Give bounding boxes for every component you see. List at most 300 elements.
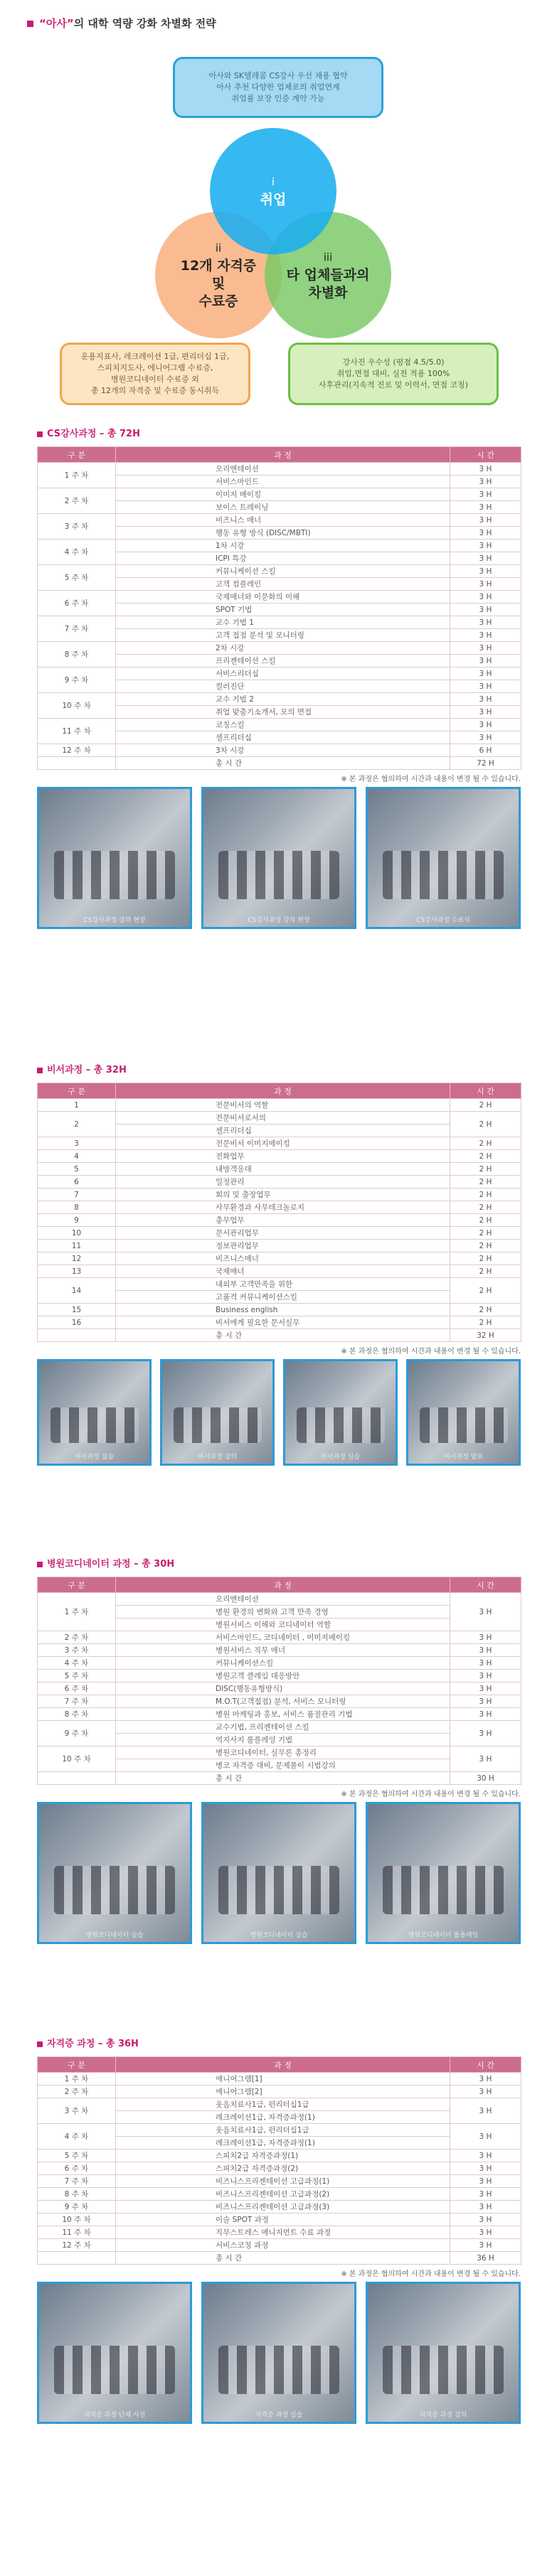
hours-cell: 3 H xyxy=(450,719,521,731)
topic-cell: 서비스마인드, 코디네이터 , 이미지메이킹 xyxy=(116,1631,450,1644)
photo-caption: 자격증 과정 실습 xyxy=(255,2412,303,2419)
section-title xyxy=(37,2036,521,2052)
column-header: 시 간 xyxy=(450,1577,521,1593)
hours-cell: 2 H xyxy=(450,1112,521,1137)
box-line: 강사진 우수성 (평점 4.5/5.0) xyxy=(342,358,445,367)
column-header: 과 정 xyxy=(116,447,450,463)
curriculum-table xyxy=(37,1083,521,1342)
topic-cell: 스피치2급 자격증과정(2) xyxy=(116,2162,450,2175)
table-row xyxy=(38,642,521,655)
employment-circle xyxy=(210,128,336,254)
hours-cell: 3 H xyxy=(450,501,521,514)
topic-cell: 회의 및 출장업무 xyxy=(116,1188,450,1201)
table-row xyxy=(38,1657,521,1670)
week-cell: 8 주 차 xyxy=(38,2188,116,2201)
box-line: 아사 추천 다양한 업체로의 취업연계 xyxy=(216,82,340,92)
box-line: 운용지표사, 레크레이션 1급, 편리더십 1급, xyxy=(80,352,230,361)
topic-cell: 비즈니스매너 xyxy=(116,1252,450,1265)
week-cell: 12 주 차 xyxy=(38,2239,116,2252)
table-row xyxy=(38,1708,521,1721)
course-photo xyxy=(201,787,356,929)
week-cell: 11 주 차 xyxy=(38,719,116,744)
topic-cell: 병원고객 클레임 대응방안 xyxy=(116,1670,450,1683)
hours-cell: 3 H xyxy=(450,731,521,744)
topic-cell: 비즈니스프리젠테이션 고급과정(3) xyxy=(116,2201,450,2213)
strategy-venn-diagram xyxy=(0,50,557,419)
cs-instructor-section xyxy=(37,426,521,929)
hours-cell: 3 H xyxy=(450,1657,521,1670)
photo-caption: CS강사과정 강의 현장 xyxy=(248,917,310,924)
hours-cell: 3 H xyxy=(450,2150,521,2162)
box-line: 취업,면접 대비, 실전 적용 100% xyxy=(336,369,450,378)
hours-cell: 3 H xyxy=(450,2201,521,2213)
people-silhouette xyxy=(54,2346,175,2394)
hours-cell: 2 H xyxy=(450,1304,521,1316)
week-cell: 5 주 차 xyxy=(38,565,116,591)
week-cell: 1 주 차 xyxy=(38,1593,116,1631)
differentiation-info-box xyxy=(288,343,499,405)
table-row xyxy=(38,1265,521,1278)
topic-cell: 병원코디네이터, 실무론 총정리 xyxy=(116,1746,450,1759)
hours-cell: 2 H xyxy=(450,1214,521,1227)
circle-label: 차별화 xyxy=(308,284,348,301)
hours-cell: 3 H xyxy=(450,2124,521,2150)
course-photo xyxy=(37,787,192,929)
hours-cell: 2 H xyxy=(450,1163,521,1176)
box-line: 총 12개의 자격증 및 수료증 동시취득 xyxy=(90,386,220,395)
week-cell: 8 주 차 xyxy=(38,642,116,667)
table-row xyxy=(38,719,521,731)
topic-cell: 역지사지 롤플레잉 기법 xyxy=(116,1734,450,1746)
topic-cell: 고객 접점 분석 및 모니터링 xyxy=(116,629,450,642)
topic-cell: 커뮤니케이션 스킬 xyxy=(116,565,450,578)
total-row xyxy=(38,1772,521,1785)
section-title-text: CS강사과정 – 총 72H xyxy=(47,429,140,439)
box-line: 취업률 보장 인증 계약 가능 xyxy=(231,94,325,103)
circle-label: 12개 자격증 xyxy=(180,258,257,274)
table-header-row xyxy=(38,1083,521,1099)
hours-cell: 6 H xyxy=(450,744,521,757)
column-header: 과 정 xyxy=(116,2057,450,2073)
curriculum-table xyxy=(37,2056,521,2265)
topic-cell: 정보관리업무 xyxy=(116,1240,450,1252)
hours-cell: 3 H xyxy=(450,2098,521,2124)
week-cell: 6 주 차 xyxy=(38,1683,116,1695)
topic-cell: 2차 시강 xyxy=(116,642,450,655)
hours-cell: 3 H xyxy=(450,603,521,616)
hours-cell: 3 H xyxy=(450,488,521,501)
topic-cell: 교수 기법 2 xyxy=(116,693,450,706)
topic-cell: 병원서비스 이해와 코디네이터 역할 xyxy=(116,1619,450,1631)
topic-cell: 레크레이션1급, 자격증과정(1) xyxy=(116,2137,450,2150)
topic-cell: 총무업무 xyxy=(116,1214,450,1227)
hours-cell: 3 H xyxy=(450,2086,521,2098)
total-row xyxy=(38,2252,521,2265)
hours-cell: 3 H xyxy=(450,680,521,693)
week-cell: 2 xyxy=(38,1112,116,1137)
table-row xyxy=(38,2086,521,2098)
topic-cell: 스피치2급 자격증과정(1) xyxy=(116,2150,450,2162)
photo-caption: CS강사과정 수료식 xyxy=(416,917,470,924)
hours-cell: 3 H xyxy=(450,667,521,680)
topic-cell: Business english xyxy=(116,1304,450,1316)
section-title-text: 비서과정 – 총 32H xyxy=(47,1065,127,1075)
hours-cell: 3 H xyxy=(450,527,521,540)
table-row xyxy=(38,1252,521,1265)
course-photo xyxy=(366,2282,521,2424)
blank-cell xyxy=(38,757,116,770)
people-silhouette xyxy=(383,2346,504,2394)
table-row xyxy=(38,2175,521,2188)
total-row xyxy=(38,1329,521,1342)
course-photo xyxy=(160,1359,275,1466)
topic-cell: DISC(행동유형방식) xyxy=(116,1683,450,1695)
topic-cell: 병원 마케팅과 홍보, 서비스 품질관리 기법 xyxy=(116,1708,450,1721)
week-cell: 11 xyxy=(38,1240,116,1252)
curriculum-table xyxy=(37,1577,521,1785)
table-row xyxy=(38,2213,521,2226)
week-cell: 12 주 차 xyxy=(38,744,116,757)
hours-cell: 2 H xyxy=(450,1201,521,1214)
week-cell: 7 주 차 xyxy=(38,2175,116,2188)
topic-cell: 오리엔테이션 xyxy=(116,1593,450,1606)
topic-cell: 에니어그램[2] xyxy=(116,2086,450,2098)
topic-cell: 문서관리업무 xyxy=(116,1227,450,1240)
table-row xyxy=(38,1240,521,1252)
week-cell: 9 주 차 xyxy=(38,2201,116,2213)
week-cell: 9 xyxy=(38,1214,116,1227)
total-hours: 72 H xyxy=(450,757,521,770)
hours-cell: 3 H xyxy=(450,476,521,488)
week-cell: 3 xyxy=(38,1137,116,1150)
table-row xyxy=(38,540,521,552)
week-cell: 2 주 차 xyxy=(38,488,116,514)
people-silhouette xyxy=(383,851,504,899)
photo-gallery xyxy=(37,2282,521,2424)
week-cell: 10 주 차 xyxy=(38,693,116,719)
people-silhouette xyxy=(218,1866,339,1914)
section-title xyxy=(37,1557,521,1572)
topic-cell: 컬러진단 xyxy=(116,680,450,693)
total-label: 총 시 간 xyxy=(116,2252,450,2265)
hospital-coordinator-section xyxy=(37,1557,521,1944)
circle-label: 및 xyxy=(211,276,226,291)
topic-cell: 오리엔테이션 xyxy=(116,463,450,476)
topic-cell: 보이스 트레이닝 xyxy=(116,501,450,514)
blank-cell xyxy=(38,1772,116,1785)
bullet-square-icon xyxy=(37,1562,43,1567)
hours-cell: 3 H xyxy=(450,463,521,476)
week-cell: 2 주 차 xyxy=(38,1631,116,1644)
headline-quote: “아사” xyxy=(39,17,74,30)
table-row xyxy=(38,1631,521,1644)
photo-caption: 비서과정 강의 xyxy=(197,1454,238,1461)
total-label: 총 시 간 xyxy=(116,1329,450,1342)
week-cell: 6 주 차 xyxy=(38,591,116,616)
hours-cell: 2 H xyxy=(450,1252,521,1265)
hours-cell: 3 H xyxy=(450,552,521,565)
employment-info-box xyxy=(173,57,383,118)
table-row xyxy=(38,1721,521,1734)
notice-text: ※ 본 과정은 협의하여 시간과 내용이 변경 될 수 있습니다. xyxy=(341,2270,521,2278)
people-silhouette xyxy=(54,851,175,899)
week-cell: 3 주 차 xyxy=(38,514,116,540)
page-headline xyxy=(27,16,216,31)
topic-cell: 행동 유형 방식 (DISC/MBTI) xyxy=(116,527,450,540)
headline-text: 의 대학 역량 강화 차별화 전략 xyxy=(73,17,216,30)
week-cell: 6 주 차 xyxy=(38,2162,116,2175)
hours-cell: 2 H xyxy=(450,1188,521,1201)
photo-caption: 자격증 과정 강의 xyxy=(419,2412,467,2419)
table-row xyxy=(38,1227,521,1240)
table-row xyxy=(38,514,521,527)
column-header: 과 정 xyxy=(116,1083,450,1099)
topic-cell: 전문비서로서의 xyxy=(116,1112,450,1125)
photo-gallery xyxy=(37,1802,521,1944)
table-row xyxy=(38,2150,521,2162)
course-photo xyxy=(201,2282,356,2424)
week-cell: 9 주 차 xyxy=(38,1721,116,1746)
hours-cell: 3 H xyxy=(450,2213,521,2226)
hours-cell: 3 H xyxy=(450,565,521,578)
week-cell: 1 주 차 xyxy=(38,463,116,488)
table-row xyxy=(38,1112,521,1125)
hours-cell: 2 H xyxy=(450,1099,521,1112)
table-row xyxy=(38,693,521,706)
table-row xyxy=(38,488,521,501)
week-cell: 13 xyxy=(38,1265,116,1278)
hours-cell: 3 H xyxy=(450,1721,521,1746)
topic-cell: 웃음치료사1급, 펀리더십1급 xyxy=(116,2098,450,2111)
topic-cell: 고품격 커뮤니케이션스킬 xyxy=(116,1291,450,1304)
column-header: 구 분 xyxy=(38,1577,116,1593)
hours-cell: 3 H xyxy=(450,1708,521,1721)
week-cell: 5 주 차 xyxy=(38,1670,116,1683)
topic-cell: 내방객응대 xyxy=(116,1163,450,1176)
table-header-row xyxy=(38,2057,521,2073)
week-cell: 2 주 차 xyxy=(38,2086,116,2098)
bullet-square-icon xyxy=(37,1068,43,1073)
hours-cell: 3 H xyxy=(450,2239,521,2252)
week-cell: 14 xyxy=(38,1278,116,1304)
hours-cell: 3 H xyxy=(450,2226,521,2239)
people-silhouette xyxy=(174,1407,262,1443)
table-row xyxy=(38,1137,521,1150)
topic-cell: 비즈니스프리젠테이션 고급과정(1) xyxy=(116,2175,450,2188)
table-row xyxy=(38,1163,521,1176)
table-row xyxy=(38,2073,521,2086)
week-cell: 10 주 차 xyxy=(38,1746,116,1772)
circle-label: 타 업체들과의 xyxy=(286,267,370,283)
table-row xyxy=(38,1099,521,1112)
table-row xyxy=(38,2201,521,2213)
total-hours: 32 H xyxy=(450,1329,521,1342)
topic-cell: 고객 컴플레인 xyxy=(116,578,450,591)
topic-cell: 전화업무 xyxy=(116,1150,450,1163)
week-cell: 11 주 차 xyxy=(38,2226,116,2239)
column-header: 구 분 xyxy=(38,1083,116,1099)
box-line: 스피치지도사, 에니어그램 수료증, xyxy=(97,363,213,372)
column-header: 구 분 xyxy=(38,2057,116,2073)
topic-cell: 비서에게 필요한 문서실무 xyxy=(116,1316,450,1329)
topic-cell: 이슬 SPOT 과정 xyxy=(116,2213,450,2226)
hours-cell: 2 H xyxy=(450,1265,521,1278)
topic-cell: 웃음치료사1급, 펀리더십1급 xyxy=(116,2124,450,2137)
blank-cell xyxy=(38,2252,116,2265)
people-silhouette xyxy=(218,851,339,899)
notice-text: ※ 본 과정은 협의하여 시간과 내용이 변경 될 수 있습니다. xyxy=(341,1791,521,1798)
topic-cell: 병원서비스 직무 매너 xyxy=(116,1644,450,1657)
topic-cell: 서비스마인드 xyxy=(116,476,450,488)
photo-caption: 자격증 과정 단체 사진 xyxy=(83,2412,146,2419)
hours-cell: 3 H xyxy=(450,1746,521,1772)
topic-cell: 서비스코칭 과정 xyxy=(116,2239,450,2252)
table-row xyxy=(38,2239,521,2252)
total-hours: 30 H xyxy=(450,1772,521,1785)
hours-cell: 2 H xyxy=(450,1278,521,1304)
circle-number: iii xyxy=(323,250,333,264)
topic-cell: 사무환경과 사무테크놀로지 xyxy=(116,1201,450,1214)
total-label: 총 시 간 xyxy=(116,757,450,770)
section-title xyxy=(37,1063,521,1078)
column-header: 구 분 xyxy=(38,447,116,463)
topic-cell: 국제매너 xyxy=(116,1265,450,1278)
week-cell: 15 xyxy=(38,1304,116,1316)
topic-cell: 코칭스킬 xyxy=(116,719,450,731)
table-header-row xyxy=(38,1577,521,1593)
table-row xyxy=(38,1644,521,1657)
week-cell: 1 xyxy=(38,1099,116,1112)
topic-cell: 병원 환경의 변화와 고객 만족 경영 xyxy=(116,1606,450,1619)
bullet-square-icon xyxy=(37,2041,43,2047)
box-line: 병원코디네이터 수료증 외 xyxy=(111,375,199,384)
course-photo xyxy=(37,2282,192,2424)
hours-cell: 3 H xyxy=(450,629,521,642)
course-photo xyxy=(366,1802,521,1944)
column-header: 과 정 xyxy=(116,1577,450,1593)
certificate-info-box xyxy=(60,343,250,405)
photo-gallery xyxy=(37,787,521,929)
topic-cell: 셀프리더십 xyxy=(116,1125,450,1137)
week-cell: 1 주 차 xyxy=(38,2073,116,2086)
hours-cell: 2 H xyxy=(450,1316,521,1329)
hours-cell: 3 H xyxy=(450,2188,521,2201)
people-silhouette xyxy=(51,1407,139,1443)
table-row xyxy=(38,1278,521,1291)
topic-cell: 병코 자격증 대비, 문제풀이 시범강의 xyxy=(116,1759,450,1772)
hours-cell: 2 H xyxy=(450,1150,521,1163)
week-cell: 8 주 차 xyxy=(38,1708,116,1721)
week-cell: 7 주 차 xyxy=(38,616,116,642)
circle-label: 수료증 xyxy=(198,294,238,309)
topic-cell: 3차 시강 xyxy=(116,744,450,757)
hours-cell: 3 H xyxy=(450,540,521,552)
bullet-square-icon xyxy=(37,431,43,437)
week-cell: 5 xyxy=(38,1163,116,1176)
table-row xyxy=(38,1188,521,1201)
table-row xyxy=(38,2124,521,2137)
section-title xyxy=(37,426,521,442)
section-title-text: 병원코디네이터 과정 – 총 30H xyxy=(47,1559,175,1569)
hours-cell: 3 H xyxy=(450,1644,521,1657)
table-row xyxy=(38,1201,521,1214)
photo-caption: 병원코디네이터 실습 xyxy=(250,1932,308,1939)
table-row xyxy=(38,744,521,757)
week-cell: 9 주 차 xyxy=(38,667,116,693)
column-header: 시 간 xyxy=(450,1083,521,1099)
hours-cell: 3 H xyxy=(450,2073,521,2086)
hours-cell: 3 H xyxy=(450,2162,521,2175)
people-silhouette xyxy=(218,2346,339,2394)
topic-cell: 서비스리더십 xyxy=(116,667,450,680)
table-row xyxy=(38,2162,521,2175)
hours-cell: 3 H xyxy=(450,1670,521,1683)
total-hours: 36 H xyxy=(450,2252,521,2265)
circle-number: i xyxy=(271,176,275,188)
table-row xyxy=(38,1150,521,1163)
hours-cell: 3 H xyxy=(450,616,521,629)
box-line: 사후관리(지속적 진로 및 이력서, 면접 코칭) xyxy=(318,380,469,390)
table-row xyxy=(38,2226,521,2239)
circle-label: 취업 xyxy=(260,192,287,208)
people-silhouette xyxy=(297,1407,385,1443)
curriculum-table xyxy=(37,446,521,770)
table-row xyxy=(38,1683,521,1695)
week-cell: 7 주 차 xyxy=(38,1695,116,1708)
hours-cell: 2 H xyxy=(450,1240,521,1252)
course-photo xyxy=(283,1359,398,1466)
notice-text: ※ 본 과정은 협의하여 시간과 내용이 변경 될 수 있습니다. xyxy=(341,776,521,783)
week-cell: 6 xyxy=(38,1176,116,1188)
topic-cell: SPOT 기법 xyxy=(116,603,450,616)
topic-cell: 교수 기법 1 xyxy=(116,616,450,629)
photo-caption: 비서과정 발표 xyxy=(443,1454,484,1461)
people-silhouette xyxy=(54,1866,175,1914)
topic-cell: ICPI 특강 xyxy=(116,552,450,565)
photo-caption: 병원코디네이터 롤플레잉 xyxy=(408,1932,479,1939)
hours-cell: 3 H xyxy=(450,706,521,719)
table-row xyxy=(38,1304,521,1316)
hours-cell: 3 H xyxy=(450,2175,521,2188)
topic-cell: 직무스트레스 매니지먼트 수료 과정 xyxy=(116,2226,450,2239)
week-cell: 10 주 차 xyxy=(38,2213,116,2226)
week-cell: 8 xyxy=(38,1201,116,1214)
table-row xyxy=(38,1316,521,1329)
topic-cell: 셀프리더십 xyxy=(116,731,450,744)
topic-cell: 프리젠테이션 스킬 xyxy=(116,655,450,667)
photo-caption: CS강사과정 강의 현장 xyxy=(83,917,146,924)
hours-cell: 3 H xyxy=(450,1695,521,1708)
table-row xyxy=(38,463,521,476)
topic-cell: 취업 맞춤기소개서, 모의 면접 xyxy=(116,706,450,719)
course-photo xyxy=(201,1802,356,1944)
photo-caption: 비서과정 실습 xyxy=(320,1454,361,1461)
week-cell: 4 주 차 xyxy=(38,1657,116,1670)
hours-cell: 3 H xyxy=(450,1683,521,1695)
column-header: 시 간 xyxy=(450,447,521,463)
topic-cell: M.O.T(고객접점) 분석, 서비스 모니터링 xyxy=(116,1695,450,1708)
topic-cell: 비즈니스프리젠테이션 고급과정(2) xyxy=(116,2188,450,2201)
notice-text: ※ 본 과정은 협의하여 시간과 내용이 변경 될 수 있습니다. xyxy=(341,1348,521,1356)
photo-caption: 병원코디네이터 실습 xyxy=(85,1932,144,1939)
topic-cell: 전문비서 이미지메이킹 xyxy=(116,1137,450,1150)
week-cell: 16 xyxy=(38,1316,116,1329)
hours-cell: 3 H xyxy=(450,642,521,655)
topic-cell: 비즈니스 매너 xyxy=(116,514,450,527)
week-cell: 4 xyxy=(38,1150,116,1163)
people-silhouette xyxy=(383,1866,504,1914)
course-photo xyxy=(37,1359,152,1466)
